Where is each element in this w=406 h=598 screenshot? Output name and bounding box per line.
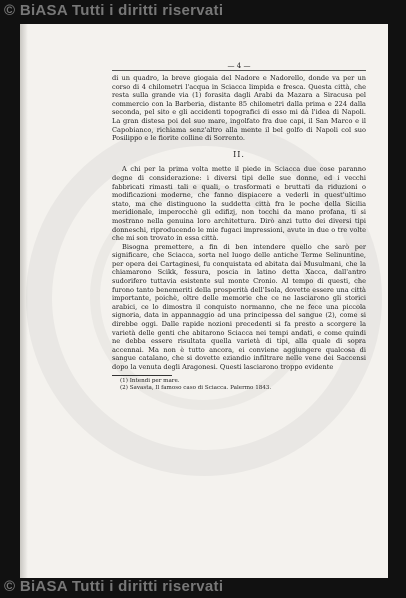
footnote: (1) Intendi per mare. xyxy=(120,377,180,384)
page-number: — 4 — xyxy=(112,62,366,71)
footnote: (2) Savasta, Il famoso caso di Sciacca. Palermo 1843. xyxy=(120,384,272,391)
footnote-divider xyxy=(112,375,172,376)
top-paragraphs xyxy=(112,74,366,143)
paragraph: di un quadro, la breve giogaia del Nadore e Nadorello, donde va per un corso di 4 chilometri l'acqua in Sciacca limpida e fresca. Questa città, che resta sulla grande via (1) forasita dagli Arabi da Mazara a Siracusa pel commercio con la Barberia, distante 85 chilometri dalla prima e 224 dalla seconda, pel sito e gli accidenti topografici di esso mi dà l'idea di Napoli. La gran distesa poi del suo mare, ingolfato fra due capi, il San Marco e il Capobianco, richiama senz'altro alla mente il bel golfo di Napoli col suo Posilippo e le fiorite colline di Sorrento. xyxy=(112,74,366,143)
footnotes xyxy=(112,378,366,392)
page-content xyxy=(112,74,366,392)
main-paragraphs xyxy=(112,165,366,371)
paragraph: A chi per la prima volta mette il piede in Sciacca due cose paranno degne di considerazione: i diversi tipi delle sue donne, ed i vecchi fabbricati rimasti tali e quali, o trasformati e bruttati da riduzioni o modificazioni moderne, che fanno dispiacere a vederli in quest'ultimo stato, ma che distinguono la suddetta città fra le poche della Sicilia meridionale, imperocchè gli edifizj, non tocchi da mano profana, ti si mostrano nella genuina loro architettura. Dirò anzi tutto dei diversi tipi donneschi, riproducendo le mie fugaci impressioni, avute in due o tre volte che mi son trovato in essa città. xyxy=(112,165,366,243)
watermark-top: © BiASA Tutti i diritti riservati xyxy=(4,2,224,19)
watermark-bottom: © BiASA Tutti i diritti riservati xyxy=(4,578,224,595)
section-heading: II. xyxy=(233,149,245,159)
paragraph: Bisogna premettere, a fin di ben intendere quello che sarò per significare, che Sciacca, sorta nel luogo delle antiche Terme Selinuntine, per opera dei Cartaginesi, fu conquistata ed abitata dai Musulmani, che la chiamarono Scikk, fessura, poscia in latino detta Xacca, dall'antro sudorifero tuttavia esistente sul monte Cronio. Al tempo di questi, che furono tanto benemeriti della prosperità dell'Isola, dovette essere una città importante, poichè, oltre delle memorie che ce ne lasciarono gli storici arabici, ce lo dimostra il conquisto normanno, che ne fece una piccola signoria, data in appannaggio ad una principessa del sangue (2), come si direbbe oggi. Dalle rapide nozioni precedenti si fa presto a scorgere la varietà delle genti che abitarono Sciacca nei tempi andati, e come quindi ne debba essere risultata quella varietà di tipi, alla quale di sopra accennai. Ma non è tutto ancora, ei conviene aggiungere qualcosa di sangue catalano, che si dovette eziandio infiltrare nelle vene dei Saccensi dopo la venuta degli Aragonesi. Questi lasciarono troppo evidente xyxy=(112,242,366,371)
